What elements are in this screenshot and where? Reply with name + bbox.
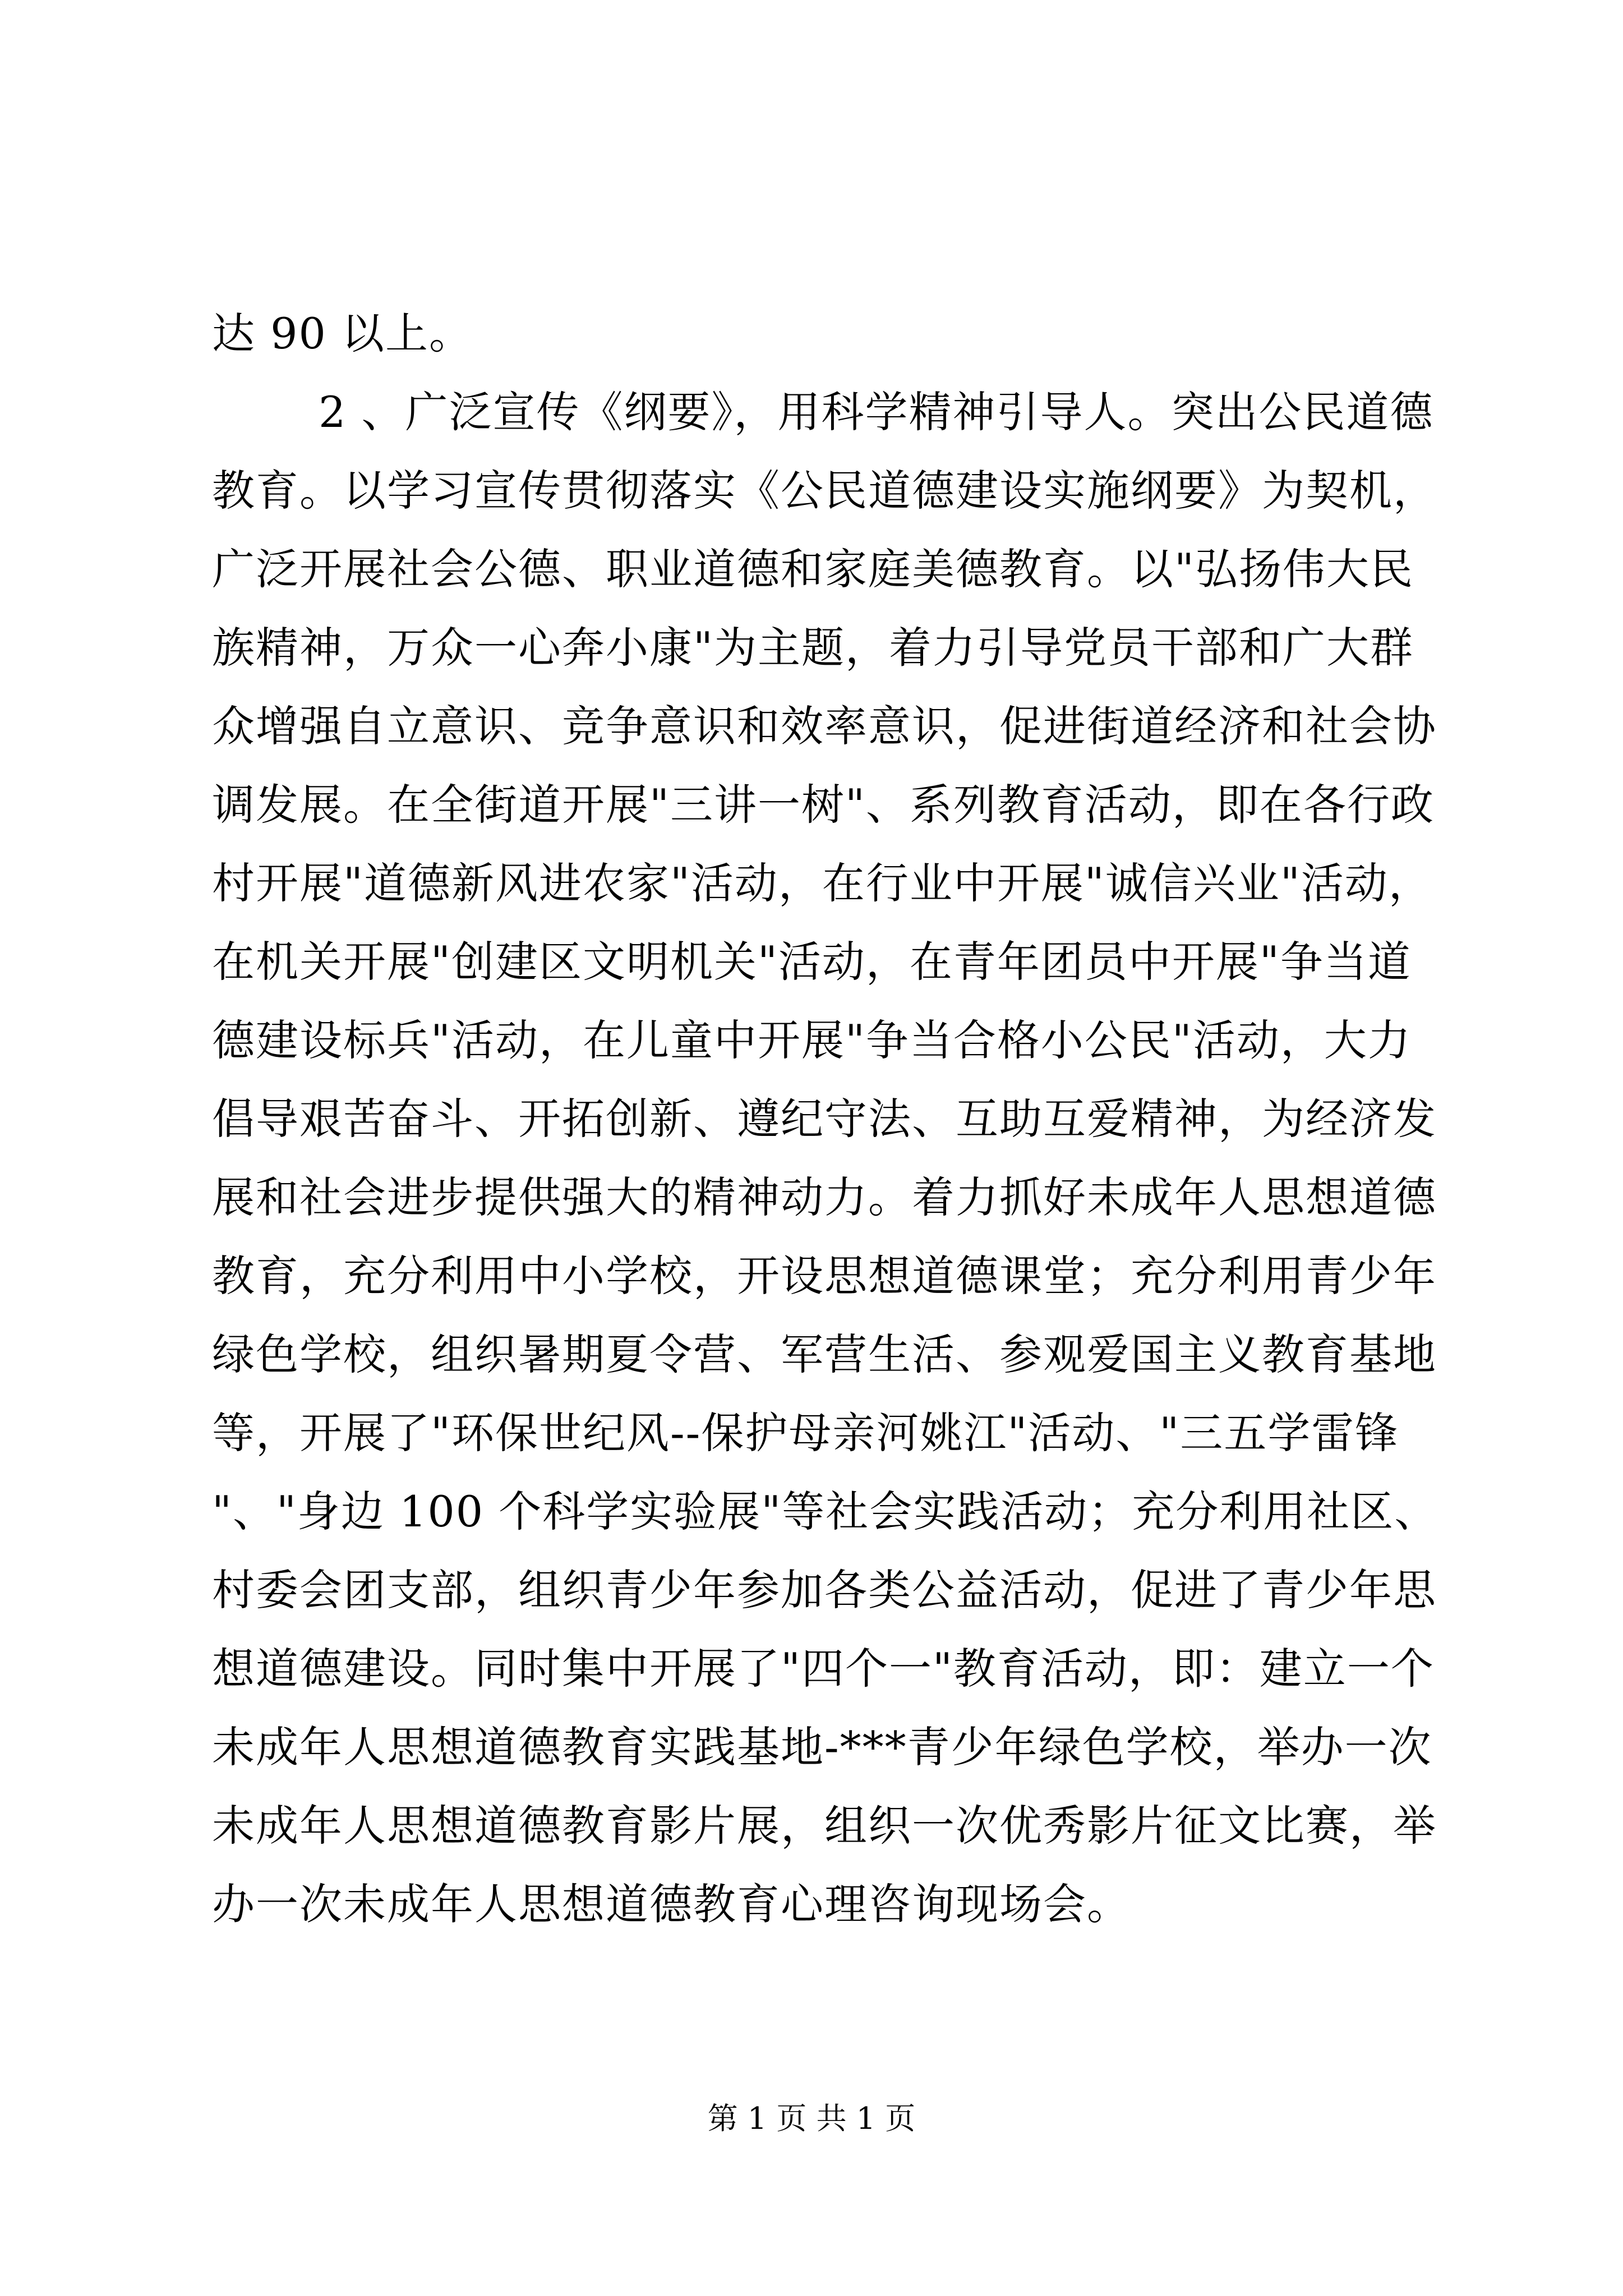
text-line: "、"身边 100 个科学实验展"等社会实践活动；充分利用社区、 [212,1487,1438,1536]
text-line: 未成年人思想道德教育实践基地-***青少年绿色学校，举办一次 [212,1722,1432,1772]
text-line: 办一次未成年人思想道德教育心理咨询现场会。 [212,1879,1131,1929]
text-line: 调发展。在全街道开展"三讲一树"、系列教育活动，即在各行政 [212,780,1435,830]
text-line: 族精神，万众一心奔小康"为主题，着力引导党员干部和广大群 [212,623,1414,673]
text-line: 倡导艰苦奋斗、开拓创新、遵纪守法、互助互爱精神，为经济发 [212,1094,1437,1144]
text-line: 教育。以学习宣传贯彻落实《公民道德建设实施纲要》为契机， [212,466,1437,516]
text-line: 达 90 以上。 [212,309,473,358]
text-line: 村开展"道德新风进农家"活动，在行业中开展"诚信兴业"活动， [212,858,1432,908]
text-line: 众增强自立意识、竞争意识和效率意识，促进街道经济和社会协 [212,701,1437,751]
text-line: 德建设标兵"活动，在儿童中开展"争当合格小公民"活动，大力 [212,1015,1412,1065]
paragraph-first-line: 2 、广泛宣传《纲要》，用科学精神引导人。突出公民道德 [319,387,1434,437]
text-line: 绿色学校，组织暑期夏令营、军营生活、参观爱国主义教育基地 [212,1329,1437,1379]
text-line: 教育，充分利用中小学校，开设思想道德课堂；充分利用青少年 [212,1251,1437,1301]
text-line: 未成年人思想道德教育影片展，组织一次优秀影片征文比赛，举 [212,1801,1437,1851]
text-line: 在机关开展"创建区文明机关"活动，在青年团员中开展"争当道 [212,937,1412,987]
text-line: 广泛开展社会公德、职业道德和家庭美德教育。以"弘扬伟大民 [212,544,1414,594]
text-line: 展和社会进步提供强大的精神动力。着力抓好未成年人思想道德 [212,1172,1437,1222]
text-line: 村委会团支部，组织青少年参加各类公益活动，促进了青少年思 [212,1565,1437,1615]
page-number-footer: 第 1 页 共 1 页 [707,2101,916,2136]
text-line: 想道德建设。同时集中开展了"四个一"教育活动，即：建立一个 [212,1644,1435,1694]
text-line: 等，开展了"环保世纪风--保护母亲河姚江"活动、"三五学雷锋 [212,1408,1399,1458]
